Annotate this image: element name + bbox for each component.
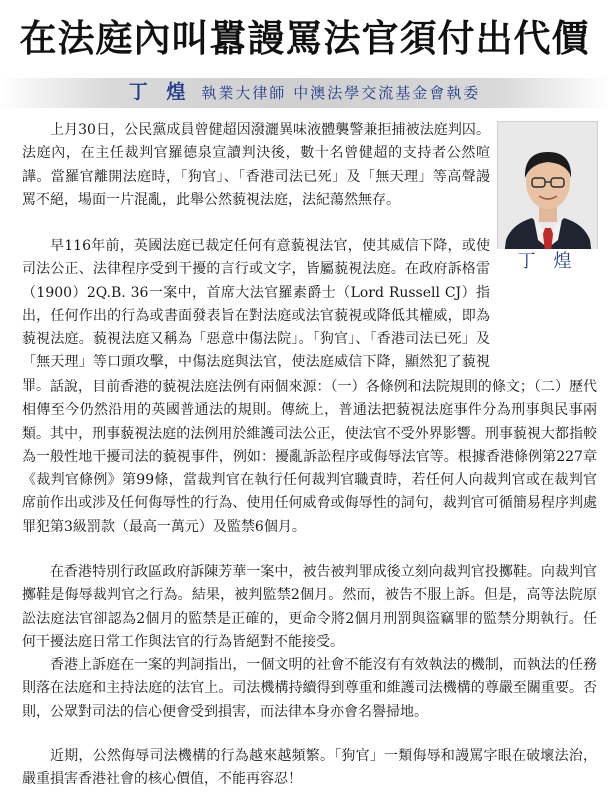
paragraph-5: 香港上訴庭在一案的判詞指出，一個文明的社會不能沒有有效執法的機制，而執法的任務則落在法庭和主持法庭的法官上。司法機構持續得到尊重和維護司法機構的尊嚴至關重要。否則，公眾對司法的信心便會受到損害，而法律本身亦會名譽掃地。 [22, 657, 597, 720]
author-title: 執業大律師 中澳法學交流基金會執委 [201, 84, 481, 102]
paragraph-4: 在香港特別行政區政府訴陳芳華一案中，被告被判罪成後立刻向裁判官投擲鞋。向裁判官擲鞋是侮辱裁判官之行為。結果，被判監禁2個月。然而，被告不服上訴。但是，高等法院原訟法庭法官卻認為2個月的監禁是正確的，更命令將2個月刑罰與盜竊罪的監禁分期執行。任何干擾法庭日常工作與法官的行為皆絕對不能接受。 [22, 564, 597, 650]
paragraph-1: 上月30日，公民黨成員曾健超因潑灑異味液體襲警兼拒捕被法庭判囚。法庭內，在主任裁判官羅德泉宣讀判決後，數十名曾健超的支持者公然喧譁。當羅官離開法庭時，「狗官」、「香港司法已死」及「無天理」等高聲謾罵不絕，場面一片混亂，此舉公然藐視法庭，法紀蕩然無存。 [22, 122, 490, 208]
author-name: 丁 煌 [128, 81, 192, 103]
paragraph-2: 早116年前，英國法庭已裁定任何有意藐視法官，使其威信下降，或使司法公正、法律程序受到干擾的言行或文字，皆屬藐視法庭。在政府訴格雷（1900）2Q.B. 36一案中，首席大法官羅素爵士（Lord Russell CJ）指出，任何作出的行為或書面發表旨在對法庭或法官藐視或降低其權威，即為藐視法庭。藐視法庭又稱為「惡意中傷法院」。「狗官」、「香港司法已死」及「無天理」等口頭攻擊，中傷法庭與法官，使法庭威信下降，顯然犯了藐視罪。 [22, 238, 490, 394]
headline: 在法庭內叫囂謾罵法官須付出代價 [19, 17, 590, 60]
photo-caption: 丁 煌 [497, 249, 598, 275]
paragraph-6: 近期，公然侮辱司法機構的行為越來越頻繁。「狗官」一類侮辱和謾罵字眼在破壞法治，嚴重損害香港社會的核心價值，不能再容忍！ [22, 748, 597, 788]
paragraph-3: 話說，目前香港的藐視法庭法例有兩個來源：（一）各條例和法院規則的條文；（二）歷代相傳至今仍然沿用的英國普通法的規則。傳統上，普通法把藐視法庭事件分為刑事與民事兩類。其中，刑事藐視法庭的法例用於維護司法公正，使法官不受外界影響。刑事藐視大都指較為一般性地干擾司法的藐視事件，例如：擾亂訴訟程序或侮辱法官等。根據香港條例第227章《裁判官條例》第99條，當裁判官在執行任何裁判官職責時，若任何人向裁判官或在裁判官席前作出或涉及任何侮辱性的行為、使用任何威脅或侮辱性的詞句，裁判官可循簡易程序判處罪犯第3級罰款（最高一萬元）及監禁6個月。 [22, 379, 597, 535]
byline [0, 80, 609, 105]
